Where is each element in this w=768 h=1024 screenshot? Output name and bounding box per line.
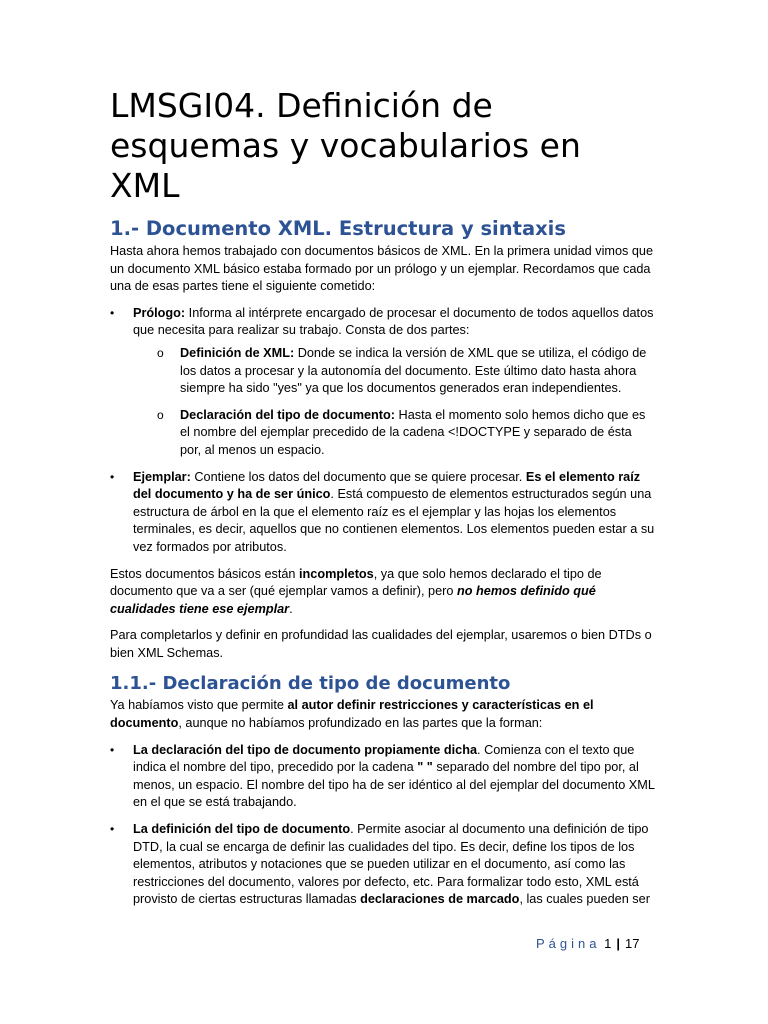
definicion-xml-text: Donde se indica la versión de XML que se utiliza, el código de los datos a procesar y la autonomía del documento. Este último dato hasta ahora siempre ha sido "yes" ya que los documentos generados eran independientes.: [180, 345, 647, 396]
declaracion-tipo-label: Declaración del tipo de documento:: [180, 407, 396, 422]
ejemplar-emphasis: Es el elemento raíz del documento y ha de ser único: [133, 469, 641, 502]
item1-label: La declaración del tipo de documento propiamente dicha: [133, 742, 478, 757]
definicion-xml-label: Definición de XML:: [180, 345, 295, 360]
item1-text-1: . Comienza con el texto que indica el nombre del tipo, precedido por la cadena: [133, 742, 635, 775]
item1-text-2: separado del nombre del tipo por, al menos, un espacio. El nombre del tipo ha de ser idéntico al del ejemplar del documento XML en el que se está trabajando.: [133, 760, 655, 810]
item2-text-2: , las cuales pueden ser: [519, 892, 650, 907]
para2-bold-italic: no hemos definido qué cualidades tiene ese ejemplar: [110, 584, 596, 616]
ejemplar-label: Ejemplar:: [133, 469, 191, 484]
sub-bullet-icon: o: [157, 345, 164, 360]
item1-bold-quote: " ": [417, 760, 433, 775]
para2-text-3: .: [289, 601, 293, 616]
section-1-1-list: [110, 742, 655, 909]
bullet-icon: •: [110, 742, 115, 757]
section-1-paragraph-2: [110, 566, 655, 619]
prologo-text: Informa al intérprete encargado de procesar el documento de todos aquellos datos que necesita para realizar su trabajo. Consta de dos partes:: [133, 305, 654, 338]
list-item-prologo: [110, 305, 655, 460]
section-1-1-heading: 1.1.- Declaración de tipo de documento: [110, 673, 511, 695]
section-1-paragraph-3: Para completarlos y definir en profundidad las cualidades del ejemplar, usaremos o bien DTDs o bien XML Schemas.: [110, 628, 652, 660]
list-item-ejemplar: [110, 469, 655, 557]
intro-text-2: , aunque no habíamos profundizado en las partes que la forman:: [178, 716, 543, 731]
list-item-definicion-xml: [110, 345, 655, 398]
document-title: LMSGI04. Definición de esquemas y vocabularios en XML: [110, 86, 581, 205]
item2-bold: declaraciones de marcado: [360, 892, 520, 907]
bullet-icon: •: [110, 822, 115, 837]
page-total: 17: [624, 936, 640, 951]
intro-bold: al autor definir restricciones y características en el documento: [110, 698, 594, 731]
prologo-label: Prólogo:: [133, 305, 186, 320]
section-1-heading: 1.- Documento XML. Estructura y sintaxis: [110, 217, 566, 240]
item2-text-1: . Permite asociar al documento una definición de tipo DTD, la cual se encarga de definir las cualidades del tipo. Es decir, define los tipos de los elementos, atributos y notaciones que se pueden utilizar en el documento, así como las restricciones del documento, valores por defecto, etc. Para formalizar todo esto, XML está provisto de ciertas estructuras llamadas: [133, 822, 649, 907]
para2-text-1: Estos documentos básicos están: [110, 566, 300, 581]
ejemplar-text-1: Contiene los datos del documento que se quiere procesar.: [190, 469, 526, 484]
section-1-list: [110, 305, 655, 557]
list-item-declaracion-propia: [110, 742, 655, 812]
page-label: Página: [536, 936, 601, 951]
page-number: 1: [604, 936, 612, 951]
intro-text-1: Ya habíamos visto que permite: [110, 698, 288, 713]
declaracion-tipo-text: Hasta el momento solo hemos dicho que es el nombre del ejemplar precedido de la cadena <!DOCTYPE y separado de ésta por, al menos un espacio.: [180, 407, 646, 457]
para2-text-2: , ya que solo hemos declarado el tipo de documento que va a ser (qué ejemplar vamos a definir), pero: [110, 566, 602, 599]
page-footer: [536, 935, 639, 953]
list-item-definicion-tipo: [110, 821, 655, 909]
item2-label: La definición del tipo de documento: [133, 822, 351, 837]
page-content: [110, 86, 655, 918]
ejemplar-text-2: . Está compuesto de elementos estructurados según una estructura de árbol en la que el elemento raíz es el ejemplar y las hojas los elementos terminales, es decir, aquellos que no contienen elementos. Los elementos pueden estar a su vez formados por atributos.: [133, 487, 655, 554]
para2-bold: incompletos: [299, 566, 374, 581]
sub-bullet-icon: o: [157, 407, 164, 422]
section-1-intro: Hasta ahora hemos trabajado con documentos básicos de XML. En la primera unidad vimos que un documento XML básico estaba formado por un prólogo y un ejemplar. Recordamos que cada una de esas partes tiene el siguiente cometido:: [110, 244, 654, 294]
bullet-icon: •: [110, 469, 115, 484]
list-item-declaracion-tipo: [110, 407, 655, 460]
prologo-sublist: [133, 345, 655, 460]
page-separator: |: [616, 936, 620, 951]
section-1-1-intro: [110, 697, 655, 732]
bullet-icon: •: [110, 305, 115, 320]
